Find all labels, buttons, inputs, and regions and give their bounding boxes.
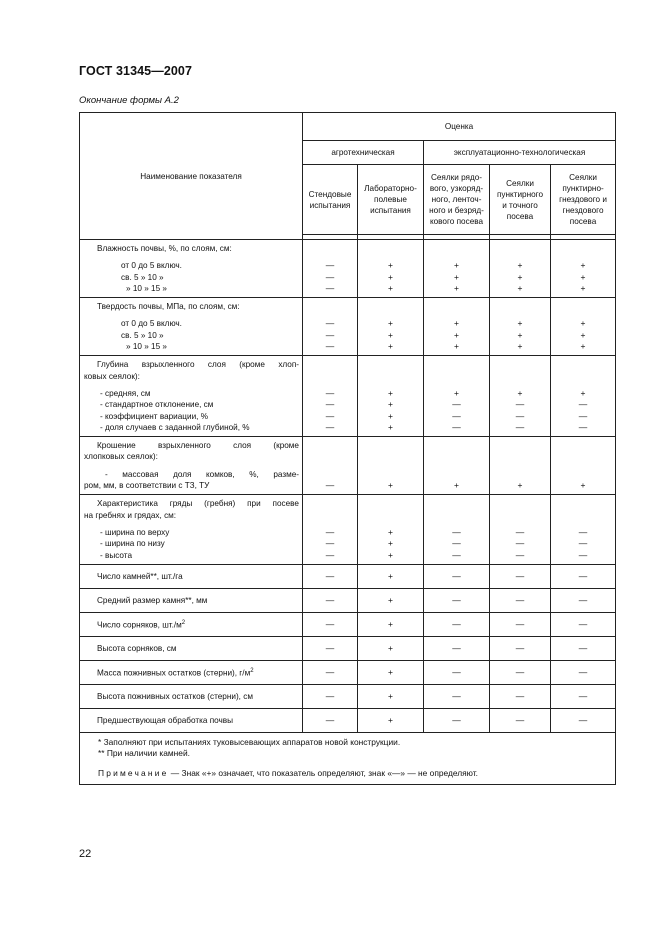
mark-value: —: [515, 399, 525, 410]
indicator-heading: Высота пожнивных остатков (стерни), см: [97, 691, 253, 701]
mark-cell: [303, 495, 358, 564]
mark-value: +: [580, 260, 586, 271]
table-row: [80, 636, 616, 660]
superscript: 2: [250, 667, 254, 674]
mark-value: —: [303, 564, 358, 588]
mark-value: +: [388, 549, 393, 560]
subcolumn-header-4: [490, 165, 551, 235]
mark-value: —: [490, 612, 551, 636]
indicator-cell: [80, 636, 303, 660]
mark-value: +: [388, 318, 393, 329]
mark-value: +: [358, 708, 424, 732]
ocenka-header: Оценка: [303, 113, 616, 141]
footnote-1: * Заполняют при испытаниях туковысевающих аппаратов новой конструкции.: [98, 736, 401, 747]
subcolumn-header-line: Сеялки: [569, 173, 597, 182]
mark-value: —: [424, 636, 490, 660]
indicator-heading: хлопковых сеялок):: [84, 452, 158, 462]
indicator-heading: Глубина взрыхленного слоя (кроме хлоп-: [97, 360, 299, 370]
indicator-subitem: св. 5 » 10 »: [121, 330, 164, 340]
mark-cell: [424, 437, 490, 495]
mark-cell: [358, 298, 424, 356]
mark-value: +: [517, 387, 523, 398]
mark-value: —: [325, 282, 335, 293]
indicator-subitem: - коэффициент вариации, %: [100, 411, 208, 421]
mark-value: +: [388, 271, 393, 282]
mark-value: +: [454, 318, 459, 329]
subcolumn-header-line: гнездового: [562, 206, 604, 215]
table-row: [80, 612, 616, 636]
mark-value: —: [490, 636, 551, 660]
subcolumn-header-line: испытания: [309, 200, 351, 210]
mark-cell: [490, 437, 551, 495]
mark-value: +: [358, 636, 424, 660]
indicator-subitem: » 10 » 15 »: [126, 342, 167, 352]
mark-value: +: [580, 480, 586, 491]
mark-value: +: [388, 329, 393, 340]
mark-value: +: [580, 318, 586, 329]
mark-value: —: [578, 399, 588, 410]
mark-value: —: [515, 549, 525, 560]
table-row: [80, 588, 616, 612]
mark-value: +: [388, 480, 393, 491]
mark-value: —: [490, 684, 551, 708]
subcolumn-header-line: Лабораторно-: [364, 184, 417, 193]
mark-cell: [303, 298, 358, 356]
superscript: 2: [181, 619, 186, 626]
mark-value: —: [303, 684, 358, 708]
mark-cell: [551, 356, 616, 437]
indicator-column-header: Наименование показателя: [80, 113, 303, 240]
indicator-subitem: - ширина по низу: [100, 539, 165, 549]
mark-value: —: [303, 708, 358, 732]
mark-value: —: [578, 549, 588, 560]
mark-cell: [424, 495, 490, 564]
mark-value: —: [490, 708, 551, 732]
indicator-cell: [80, 356, 303, 437]
mark-value: +: [358, 612, 424, 636]
indicator-heading: Предшествующая обработка почвы: [97, 715, 234, 725]
mark-value: —: [325, 410, 335, 421]
mark-value: +: [454, 260, 459, 271]
mark-value: —: [303, 636, 358, 660]
indicator-heading: Влажность почвы, %, по слоям, см:: [97, 244, 232, 253]
mark-value: —: [578, 421, 588, 432]
mark-value: +: [358, 564, 424, 588]
mark-value: —: [303, 588, 358, 612]
mark-cell: [424, 298, 490, 356]
mark-value: —: [424, 660, 490, 684]
mark-value: +: [358, 660, 424, 684]
mark-cell: [490, 240, 551, 298]
mark-cell: [490, 298, 551, 356]
indicator-subitem: - средняя, см: [100, 388, 151, 398]
mark-value: +: [517, 329, 523, 340]
table-row: [80, 708, 616, 732]
mark-cell: [424, 356, 490, 437]
mark-cell: [490, 495, 551, 564]
subcolumn-header-line: испытания: [370, 206, 411, 215]
mark-value: +: [517, 318, 523, 329]
mark-cell: [551, 495, 616, 564]
mark-value: —: [551, 564, 616, 588]
subcolumn-header-line: Сеялки рядо-: [430, 173, 483, 182]
indicator-cell: [80, 660, 303, 684]
indicator-subitem: св. 5 » 10 »: [121, 272, 164, 282]
indicator-cell: [80, 240, 303, 298]
form-table: [79, 112, 616, 785]
indicator-heading: Средний размер камня**, мм: [97, 595, 208, 605]
mark-value: —: [551, 708, 616, 732]
mark-value: —: [325, 480, 335, 491]
indicator-subitem: » 10 » 15 »: [126, 283, 167, 293]
mark-value: +: [517, 480, 523, 491]
subcolumn-header-line: посева: [569, 217, 597, 226]
note-text: — Знак «+» означает, что показатель определяют, знак «—» — не определяют.: [168, 767, 478, 778]
indicator-cell: [80, 564, 303, 588]
mark-value: —: [325, 549, 335, 560]
mark-value: —: [303, 660, 358, 684]
subcolumn-header-line: пунктирного: [496, 189, 544, 199]
indicator-heading: Крошение взрыхленного слоя (кроме: [97, 441, 299, 451]
mark-value: +: [388, 526, 393, 537]
subcolumn-header-line: ного, ленточ-: [431, 195, 482, 204]
indicator-cell: [80, 684, 303, 708]
mark-value: —: [325, 318, 335, 329]
mark-value: +: [388, 387, 393, 398]
mark-value: —: [490, 660, 551, 684]
mark-value: —: [452, 538, 461, 549]
indicator-subitem: от 0 до 5 включ.: [121, 261, 182, 271]
mark-value: —: [515, 538, 525, 549]
mark-value: —: [578, 526, 588, 537]
mark-value: —: [325, 329, 335, 340]
mark-cell: [303, 437, 358, 495]
document-title: ГОСТ 31345—2007: [79, 64, 193, 78]
mark-value: +: [388, 341, 393, 352]
mark-value: —: [325, 538, 335, 549]
mark-value: —: [325, 260, 335, 271]
subcolumn-header-line: и точного: [502, 200, 538, 210]
footnote-2: ** При наличии камней.: [98, 748, 190, 759]
mark-value: +: [358, 588, 424, 612]
subcolumn-header-line: Сеялки: [506, 178, 534, 188]
table-row: [80, 495, 616, 564]
subcolumn-header-5: [551, 165, 616, 235]
indicator-subitem: от 0 до 5 включ.: [121, 319, 182, 329]
subcolumn-header-3: [424, 165, 490, 235]
table-row: [80, 437, 616, 495]
mark-value: +: [580, 282, 586, 293]
mark-cell: [490, 356, 551, 437]
indicator-cell: [80, 588, 303, 612]
table-row: [80, 684, 616, 708]
mark-value: —: [490, 588, 551, 612]
notes-row: [80, 732, 616, 785]
indicator-subitem: - стандартное отклонение, см: [100, 400, 214, 410]
mark-value: +: [388, 399, 393, 410]
subcolumn-header-line: посева: [506, 211, 534, 221]
mark-value: —: [551, 588, 616, 612]
expl-group-header: эксплуатационно-технологическая: [424, 141, 616, 165]
mark-value: +: [454, 271, 459, 282]
indicator-subitem: - массовая доля комков, %, разме-: [105, 469, 299, 479]
mark-value: —: [551, 660, 616, 684]
mark-cell: [358, 240, 424, 298]
mark-value: +: [580, 329, 586, 340]
mark-value: —: [325, 526, 335, 537]
agro-group-header: агротехническая: [303, 141, 424, 165]
indicator-subitem: - доля случаев с заданной глубиной, %: [100, 422, 250, 432]
mark-value: +: [358, 684, 424, 708]
subcolumn-header-line: ного и безряд-: [429, 206, 484, 215]
mark-value: —: [452, 526, 461, 537]
subcolumn-header-line: полевые: [374, 195, 407, 204]
mark-cell: [551, 298, 616, 356]
mark-value: —: [490, 564, 551, 588]
indicator-subitem: - ширина по верху: [100, 527, 170, 537]
mark-value: +: [388, 260, 393, 271]
mark-value: —: [578, 538, 588, 549]
mark-value: —: [424, 588, 490, 612]
mark-value: —: [325, 271, 335, 282]
mark-cell: [358, 356, 424, 437]
mark-value: —: [452, 399, 461, 410]
mark-cell: [303, 240, 358, 298]
indicator-heading: на гребнях и грядах, см:: [84, 510, 177, 520]
mark-value: +: [388, 282, 393, 293]
mark-cell: [358, 495, 424, 564]
indicator-subitem: - высота: [100, 550, 133, 560]
mark-value: +: [454, 282, 459, 293]
indicator-heading: ковых сеялок):: [84, 371, 140, 381]
subcolumn-header-line: вого, узкоряд-: [429, 184, 484, 193]
table-row: [80, 660, 616, 684]
mark-value: —: [452, 410, 461, 421]
indicator-heading: Твердость почвы, МПа, по слоям, см:: [97, 302, 240, 312]
indicator-heading: Высота сорняков, см: [97, 643, 177, 653]
indicator-heading: Число камней**, шт./га: [97, 571, 183, 581]
mark-value: +: [454, 387, 459, 398]
mark-value: —: [424, 684, 490, 708]
subcolumn-header-line: гнездового и: [559, 195, 607, 204]
mark-value: +: [580, 341, 586, 352]
mark-cell: [358, 437, 424, 495]
mark-value: +: [517, 260, 523, 271]
mark-value: +: [517, 341, 523, 352]
mark-value: +: [454, 329, 459, 340]
mark-cell: [551, 437, 616, 495]
mark-value: —: [325, 341, 335, 352]
subcolumn-header-2: [358, 165, 424, 235]
mark-value: +: [580, 271, 586, 282]
mark-value: —: [424, 708, 490, 732]
mark-value: —: [515, 526, 525, 537]
mark-cell: [424, 240, 490, 298]
mark-value: —: [515, 410, 525, 421]
indicator-cell: [80, 708, 303, 732]
indicator-cell: [80, 298, 303, 356]
mark-value: —: [578, 410, 588, 421]
table-row: [80, 564, 616, 588]
subcolumn-header-1: [303, 165, 358, 235]
mark-value: +: [454, 480, 459, 491]
subcolumn-header-line: пунктирно-: [562, 184, 604, 193]
notes-cell: [80, 732, 616, 785]
mark-value: +: [580, 387, 586, 398]
mark-value: —: [325, 421, 335, 432]
mark-value: +: [388, 538, 393, 549]
indicator-cell: [80, 612, 303, 636]
mark-value: —: [551, 612, 616, 636]
indicator-heading: Число сорняков, шт./м: [97, 620, 182, 630]
mark-value: —: [551, 684, 616, 708]
mark-cell: [303, 356, 358, 437]
mark-value: —: [303, 612, 358, 636]
mark-value: —: [424, 564, 490, 588]
table-row: [80, 298, 616, 356]
mark-value: —: [424, 612, 490, 636]
mark-value: +: [388, 410, 393, 421]
mark-value: —: [515, 421, 525, 432]
indicator-heading: Характеристика гряды (гребня) при посеве: [97, 499, 299, 509]
mark-value: +: [454, 341, 459, 352]
mark-value: —: [325, 387, 335, 398]
note-label: Примечание: [98, 767, 169, 778]
subcolumn-header-line: кового посева: [429, 217, 484, 226]
indicator-cell: [80, 437, 303, 495]
table-caption: Окончание формы А.2: [79, 95, 179, 106]
mark-value: —: [452, 421, 461, 432]
indicator-cell: [80, 495, 303, 564]
indicator-subitem: ром, мм, в соответствии с ТЗ, ТУ: [84, 481, 210, 491]
indicator-heading: Масса пожнивных остатков (стерни), г/м: [97, 668, 251, 678]
mark-value: —: [551, 636, 616, 660]
table-row: [80, 356, 616, 437]
mark-value: —: [452, 549, 461, 560]
mark-cell: [551, 240, 616, 298]
mark-value: +: [517, 282, 523, 293]
mark-value: —: [325, 399, 335, 410]
mark-value: +: [517, 271, 523, 282]
table-row: [80, 240, 616, 298]
mark-value: +: [388, 421, 393, 432]
page-number: 22: [79, 848, 92, 860]
subcolumn-header-line: Стендовые: [308, 189, 352, 199]
